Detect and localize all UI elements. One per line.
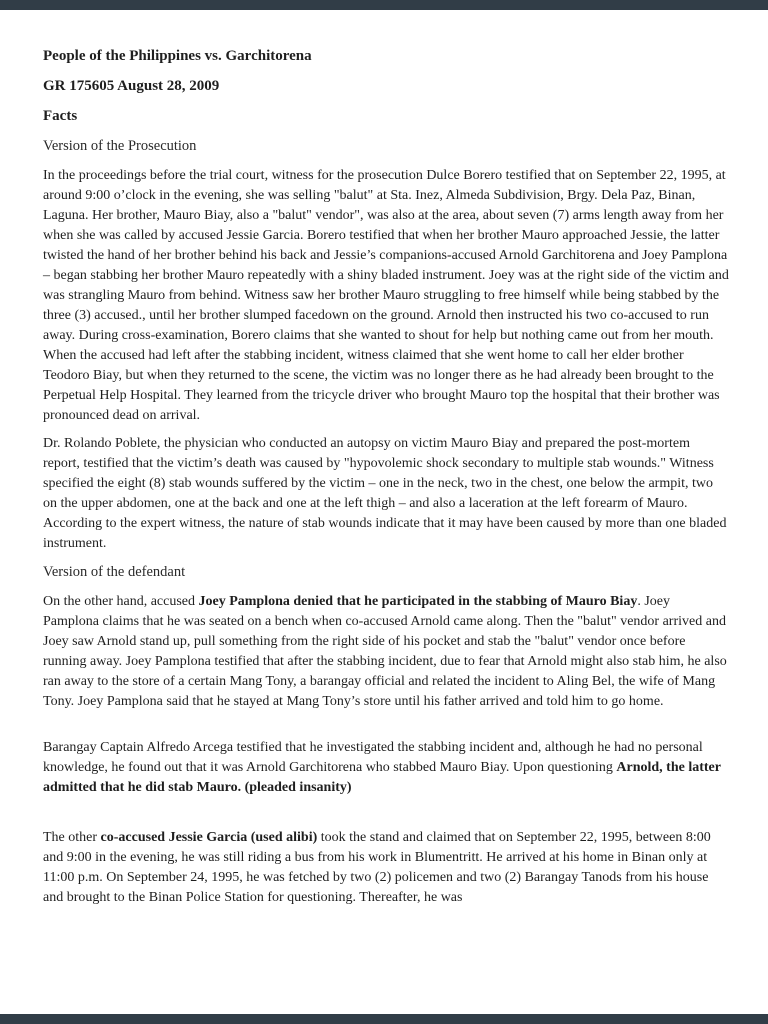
case-title-segment-0: People of the Philippines vs. Garchitorena (43, 48, 312, 64)
barangay-captain-paragraph (43, 738, 729, 798)
defendant-paragraph-1-segment-0: On the other hand, accused (43, 594, 199, 609)
prosecution-paragraph-2 (43, 434, 729, 554)
document-page (0, 10, 768, 1014)
barangay-captain-paragraph-segment-0: Barangay Captain Alfredo Arcega testified that he investigated the stabbing incident and, although he had no personal knowledge, he found out that it was Arnold Garchitorena who stabbed Mauro Biay. Upon questioning (43, 740, 703, 775)
case-citation (43, 76, 729, 96)
jessie-garcia-paragraph-segment-0: The other (43, 830, 101, 845)
prosecution-paragraph-1 (43, 166, 729, 426)
viewer-top-bar (0, 0, 768, 10)
jessie-garcia-paragraph (43, 828, 729, 908)
defendant-version-heading (43, 562, 729, 582)
facts-heading-segment-0: Facts (43, 108, 78, 124)
document-content (43, 46, 729, 908)
case-citation-segment-0: GR 175605 August 28, 2009 (43, 78, 220, 94)
prosecution-paragraph-1-segment-0: In the proceedings before the trial court, witness for the prosecution Dulce Borero testified that on September 22, 1995, at around 9:00 o’clock in the evening, she was selling "balut" at Sta. Inez, Almeda Subdivision, Brgy. Dela Paz, Binan, Laguna. Her brother, Mauro Biay, also a "balut" vendor", was also at the area, about seven (7) arms length away from her when she was called by accused Jessie Garcia. Borero testified that when her brother Mauro approached Jessie, the latter twisted the hand of her brother behind his back and Jessie’s companions-accused Arnold Garchitorena and Joey Pamplona – began stabbing her brother Mauro repeatedly with a shiny bladed instrument. Joey was at the right side of the victim and was strangling Mauro from behind. Witness saw her brother Mauro struggling to free himself while being stabbed by the three (3) accused., until her brother slumped facedown on the ground. Arnold then instructed his two co-accused to run away. During cross-examination, Borero claims that she wanted to shout for help but nothing came out from her mouth. When the accused had left after the stabbing incident, witness claimed that she went home to call her elder brother Teodoro Biay, but when they returned to the scene, the victim was no longer there as he had already been brought to the Perpetual Help Hospital. They learned from the tricycle driver who brought Mauro top the hospital that their brother was pronounced dead on arrival. (43, 168, 729, 423)
defendant-paragraph-1-segment-1: Joey Pamplona denied that he participated in the stabbing of Mauro Biay (198, 594, 638, 609)
barangay-captain-paragraph-segment-1: Arnold, the latter admitted that he did stab Mauro. (pleaded insanity) (43, 760, 721, 795)
viewer-bottom-bar (0, 1014, 768, 1024)
jessie-garcia-paragraph-segment-2: took the stand and claimed that on September 22, 1995, between 8:00 and 9:00 in the evening, he was still riding a bus from his work in Blumentritt. He arrived at his home in Binan only at 11:00 p.m. On September 24, 1995, he was fetched by two (2) policemen and two (2) Barangay Tanods from his house and brought to the Binan Police Station for questioning. Thereafter, he was (43, 830, 711, 905)
facts-heading (43, 106, 729, 126)
case-title (43, 46, 729, 66)
prosecution-paragraph-2-segment-0: Dr. Rolando Poblete, the physician who conducted an autopsy on victim Mauro Biay and prepared the post-mortem report, testified that the victim’s death was caused by "hypovolemic shock secondary to multiple stab wounds." Witness specified the eight (8) stab wounds suffered by the victim – one in the neck, two in the chest, one below the armpit, two on the upper abdomen, one at the back and one at the left thigh – and also a laceration at the left forearm of Mauro. According to the expert witness, the nature of stab wounds indicate that it may have been caused by more than one bladed instrument. (43, 436, 727, 551)
prosecution-version-heading (43, 136, 729, 156)
jessie-garcia-paragraph-segment-1: co-accused Jessie Garcia (used alibi) (100, 830, 318, 845)
defendant-paragraph-1-segment-2: . Joey Pamplona claims that he was seated on a bench when co-accused Arnold came along. Then the "balut" vendor arrived and Joey saw Arnold stand up, pull something from the right side of his pocket and stab the "balut" vendor once before running away. Joey Pamplona testified that after the stabbing incident, due to fear that Arnold might also stab him, he also ran away to the store of a certain Mang Tony, a barangay official and related the incident to Aling Bel, the wife of Mang Tony. Joey Pamplona said that he stayed at Mang Tony’s store until his father arrived and told him to go home. (43, 594, 727, 709)
defendant-version-heading-segment-0: Version of the defendant (43, 564, 186, 580)
prosecution-version-heading-segment-0: Version of the Prosecution (43, 138, 197, 154)
defendant-paragraph-1 (43, 592, 729, 712)
